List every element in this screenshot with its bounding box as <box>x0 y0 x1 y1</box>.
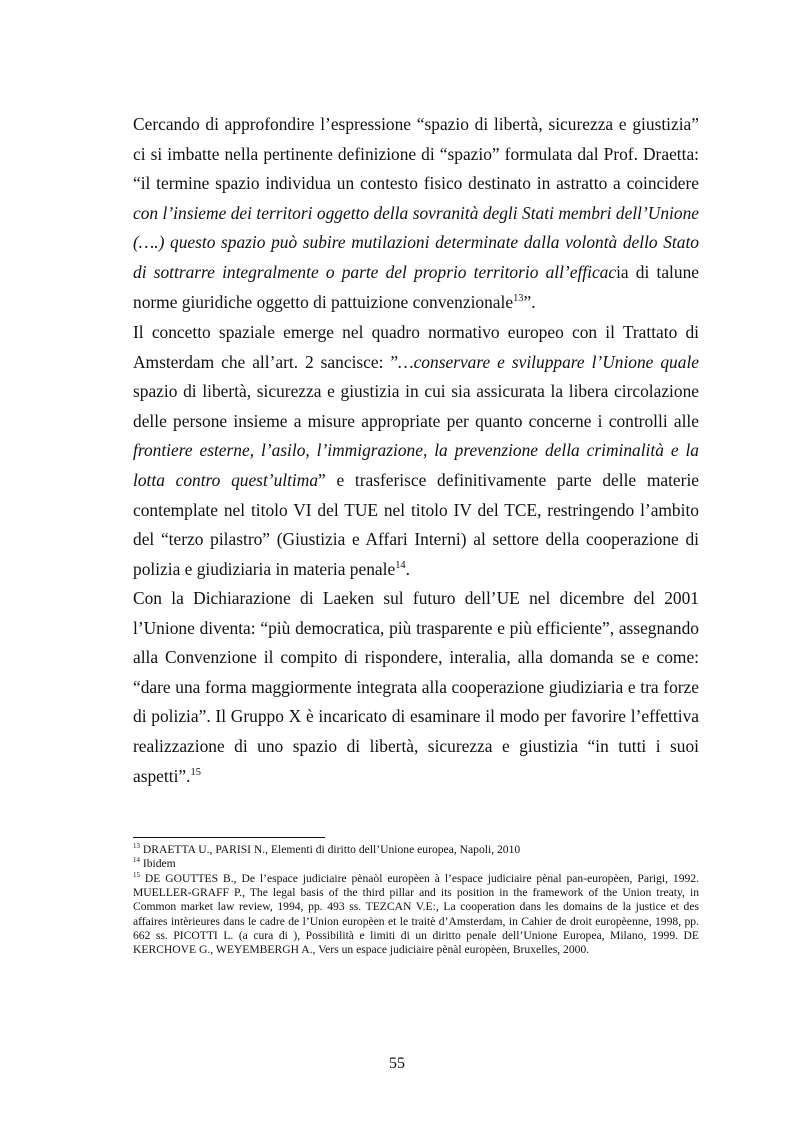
body-paragraph-2: Il concetto spaziale emerge nel quadro normativo europeo con il Trattato di Amsterdam che all’art. 2 sancisce: ”…conservare e sviluppare l’Unione quale spazio di libertà, sicurezza e giustizia in cui sia assicurata la libera circolazione delle persone insieme a misure appropriate per quanto concerne i controlli alle frontiere esterne, l’asilo, l’immigrazione, la prevenzione della criminalità e la lotta contro quest’ultima” e trasferisce definitivamente parte delle materie contemplate nel titolo VI del TUE nel titolo IV del TCE, restringendo l’ambito del “terzo pilastro” (Giustizia e Affari Interni) al settore della cooperazione di polizia e giudiziaria in materia penale$^{14}$. <box>133 322 699 579</box>
footnote-14 <box>133 857 699 871</box>
footnote-ref-13[interactable]: 13 <box>513 292 524 304</box>
footnote-15 <box>133 872 699 957</box>
footnote-ref-14[interactable]: 14 <box>395 559 406 571</box>
footnote-number: 13 <box>133 842 140 851</box>
footnote-text: DRAETTA U., PARISI N., Elementi di diritto dell’Unione europea, Napoli, 2010 <box>139 843 521 856</box>
footnote-separator <box>133 837 325 838</box>
footnote-number: 14 <box>133 856 140 865</box>
italic-quote: frontiere esterne, l’asilo, l’immigrazione, la prevenzione della criminalità e la lotta contro quest’ultima <box>133 440 699 490</box>
italic-quote: …conservare e sviluppare l’Unione quale <box>398 351 699 372</box>
body-paragraph-3: Con la Dichiarazione di Laeken sul futuro dell’UE nel dicembre del 2001 l’Unione diventa: “più democratica, più trasparente e più efficiente”, assegnando alla Convenzione il compito di rispondere, interalia, alla domanda se e come: “dare una forma maggiormente integrata alla cooperazione giudiziaria e tra forze di polizia”. Il Gruppo X è incaricato di esaminare il modo per favorire l’effettiva realizzazione di uno spazio di libertà, sicurezza e giustizia “in tutti i suoi aspetti”.$^{15}$ <box>133 588 699 786</box>
footnote-13 <box>133 843 699 857</box>
body-paragraph-1: Cercando di approfondire l’espressione “spazio di libertà, sicurezza e giustizia” ci si imbatte nella pertinente definizione di “spazio” formulata dal Prof. Draetta: “il termine spazio individua un contesto fisico destinato in astratto a coincidere con l’insieme dei territori oggetto della sovranità degli Stati membri dell’Unione (….) questo spazio può subire mutilazioni determinate dalla volontà dello Stato di sottrarre integralmente o parte del proprio territorio all’efficacia di talune norme giuridiche oggetto di pattuizione convenzionale$^{13}$”. <box>133 114 699 312</box>
footnote-text: DE GOUTTES B., De l’espace judiciaire pènaòl europèen à l’espace judiciaire pènal pan-europèen, Parigi, 1992. MUELLER-GRAFF P., The legal basis of the third pillar and its position in the framework of the Union treaty, in Common market law review, 1994, pp. 493 ss. TEZCAN V.E:, La cooperation dans les domains de la justice et des affaires intèrieures dans le cadre de l’Union europèen et le traitè d’Amsterdam, in Cahier de droit europèenne, 1998, pp. 662 ss. PICOTTI L. (a cura di ), Possibilità e limiti di un diritto penale dell’Unione Europea, Milano, 1999. DE KERCHOVE G., WEYEMBERGH A., Vers un espace judiciaire pènàl europèen, Bruxelles, 2000. <box>133 872 699 957</box>
footnote-number: 15 <box>133 871 140 880</box>
footnote-ref-15[interactable]: 15 <box>190 766 201 778</box>
italic-quote: con l’insieme dei territori oggetto della sovranità degli Stati membri dell’Unione (….) questo spazio può subire mutilazioni determinate dalla volontà dello Stato di sottrarre integralmente o parte del proprio territorio all’efficac <box>133 202 699 282</box>
footnote-text: Ibidem <box>139 857 176 870</box>
page-number: 55 <box>389 1055 405 1072</box>
